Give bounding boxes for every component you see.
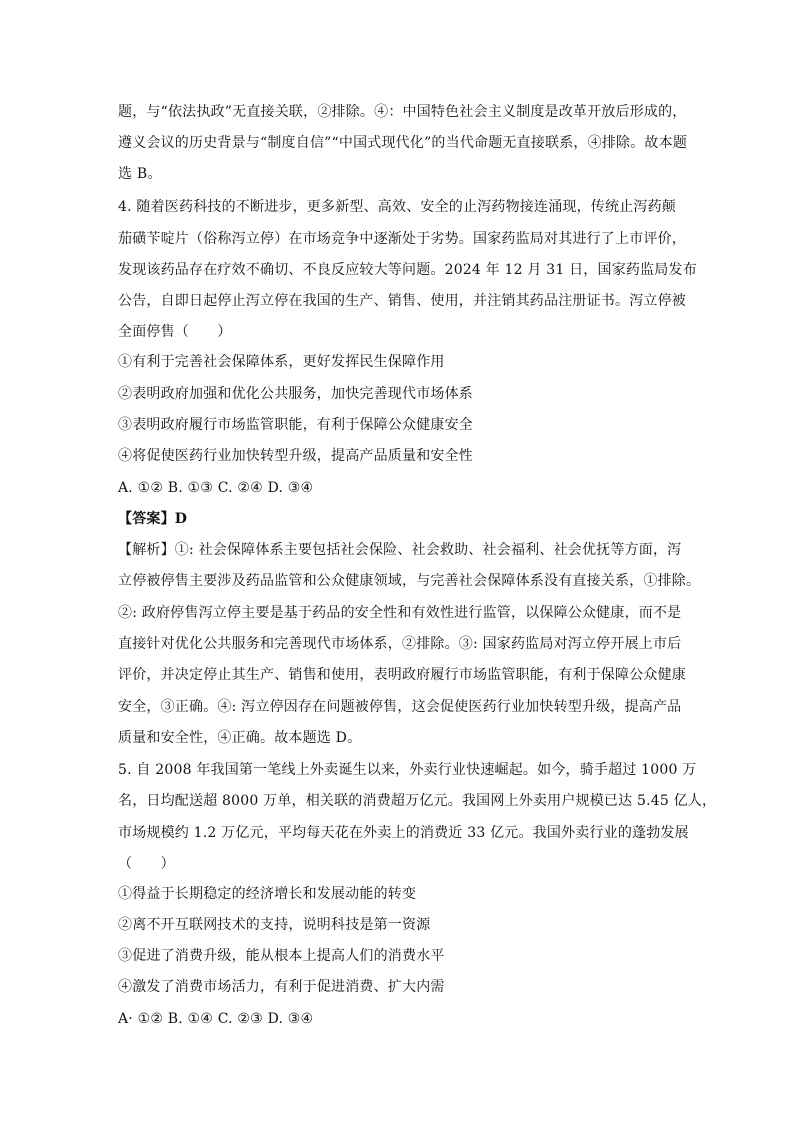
text-line: 遵义会议的历史背景与“制度自信”“中国式现代化”的当代命题无直接联系，④排除。故本题: [118, 135, 688, 151]
question-5-stem: 名，日均配送超 8000 万单，相关联的消费超万亿元。我国网上外卖用户规模已达 5.45 亿人，: [118, 793, 717, 809]
question-4-statement-4: ④将促使医药行业加快转型升级，提高产品质量和安全性: [118, 448, 473, 464]
question-5-statement-1: ①得益于长期稳定的经济增长和发展动能的转变: [118, 886, 417, 902]
question-4-statement-2: ②表明政府加强和优化公共服务，加快完善现代市场体系: [118, 386, 473, 402]
question-5-stem: （ ）: [118, 856, 175, 872]
question-4-stem: 4. 随着医药科技的不断进步，更多新型、高效、安全的止泻药物接连涌现，传统止泻药颠: [118, 199, 677, 215]
question-4-analysis: ②: 政府停售泻立停主要是基于药品的安全性和有效性进行监管，以保障公众健康，而不是: [118, 605, 682, 621]
question-4-analysis: 安全，③正确。④: 泻立停因存在问题被停售，这会促使医药行业加快转型升级，提高产品: [118, 699, 682, 715]
question-4-options: A. ①② B. ①③ C. ②④ D. ③④: [118, 480, 314, 496]
question-5-statement-2: ②离不开互联网技术的支持，说明科技是第一资源: [118, 917, 431, 933]
question-4-analysis: 【解析】①: 社会保障体系主要包括社会保险、社会救助、社会福利、社会优抚等方面，泻: [118, 542, 682, 558]
question-4-stem: 公告，自即日起停止泻立停在我国的生产、销售、使用，并注销其药品注册证书。泻立停被: [118, 293, 686, 309]
question-4-analysis: 直接针对优化公共服务和完善现代市场体系，②排除。③: 国家药监局对泻立停开展上市后: [118, 636, 682, 652]
question-4-analysis: 评价，并决定停止其生产、销售和使用，表明政府履行市场监管职能，有利于保障公众健康: [118, 667, 686, 683]
question-4-stem: 发现该药品存在疗效不确切、不良反应较大等问题。2024 年 12 月 31 日，国家药监局发布: [118, 262, 697, 278]
question-4-stem: 全面停售（ ）: [118, 324, 232, 340]
question-4-analysis: 立停被停售主要涉及药品监管和公众健康领域，与完善社会保障体系没有直接关系，①排除。: [118, 573, 701, 589]
question-5-statement-4: ④激发了消费市场活力，有利于促进消费、扩大内需: [118, 979, 445, 995]
question-4-analysis: 质量和安全性，④正确。故本题选 D。: [118, 730, 362, 746]
question-5-statement-3: ③促进了消费升级，能从根本上提高人们的消费水平: [118, 948, 445, 964]
question-4-statement-1: ①有利于完善社会保障体系，更好发挥民生保障作用: [118, 354, 445, 370]
question-4-answer: 【答案】D: [118, 511, 188, 527]
text-line: 题，与“依法执政”无直接关联，②排除。④：中国特色社会主义制度是改革开放后形成的，: [118, 104, 687, 120]
text-line: 选 B。: [118, 166, 162, 182]
question-5-options: A· ①② B. ①④ C. ②③ D. ③④: [118, 1011, 314, 1027]
question-4-statement-3: ③表明政府履行市场监管职能，有利于保障公众健康安全: [118, 417, 473, 433]
question-5-stem: 5. 自 2008 年我国第一笔线上外卖诞生以来，外卖行业快速崛起。如今，骑手超过 1000 万: [118, 762, 697, 778]
question-4-stem: 茄磺苄啶片（俗称泻立停）在市场竞争中逐渐处于劣势。国家药监局对其进行了上市评价，: [118, 231, 686, 247]
question-5-stem: 市场规模约 1.2 万亿元，平均每天花在外卖上的消费近 33 亿元。我国外卖行业的蓬勃发展: [118, 825, 689, 841]
